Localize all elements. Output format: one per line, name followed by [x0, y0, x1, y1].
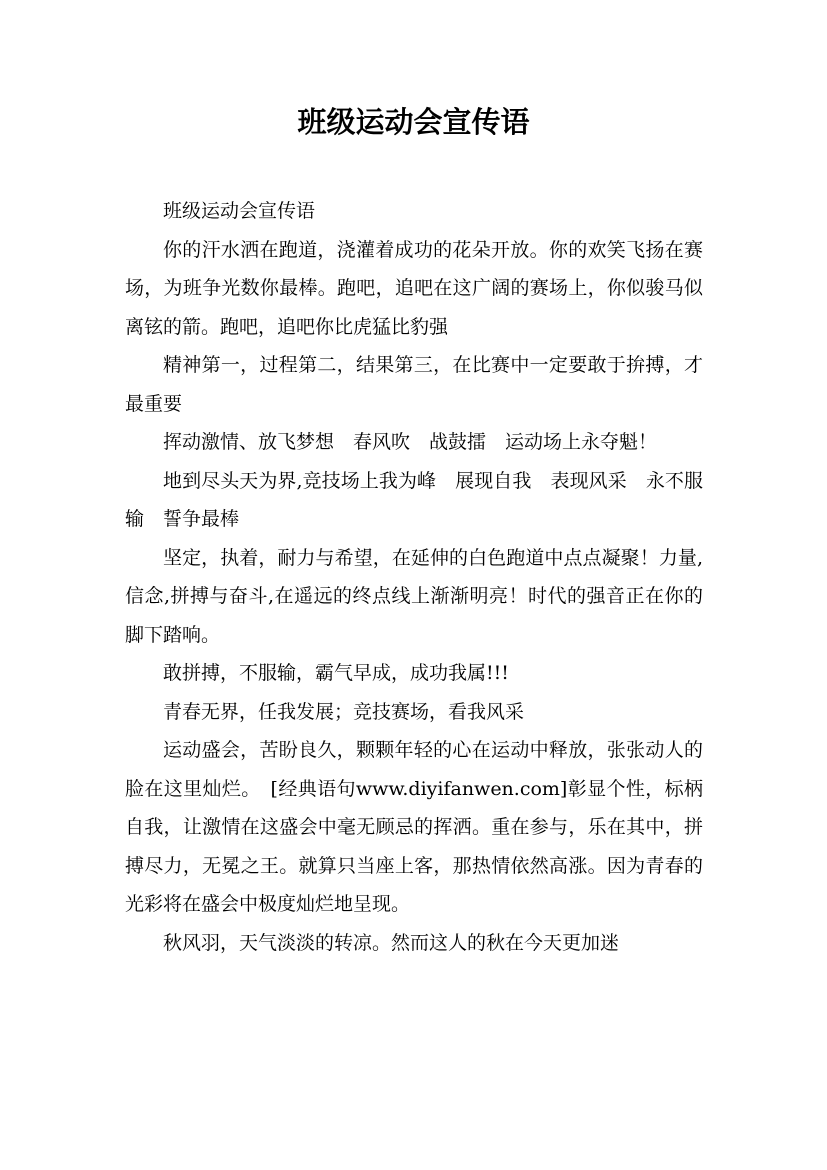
document-title: 班级运动会宣传语 — [297, 105, 530, 139]
paragraph: 运动盛会，苦盼良久，颗颗年轻的心在运动中释放，张张动人的脸在这里灿烂。 [经典语句www.diyifanwen.com]彰显个性，标柄自我，让激情在这盛会中毫无顾忌的挥洒。重在参与，乐在其中，拼搏尽力，无冕之王。就算只当座上客，那热情依然高涨。因为青春的光彩将在盛会中极度灿烂地呈现。 — [125, 739, 703, 915]
paragraph: 挥动激情、放飞梦想 春风吹 战鼓擂 运动场上永夺魁！ — [163, 431, 658, 453]
paragraph: 青春无界，任我发展；竞技赛场，看我风采 — [163, 700, 525, 723]
paragraph: 精神第一，过程第二，结果第三，在比赛中一定要敢于拚搏，才最重要 — [125, 354, 703, 415]
paragraph-subtitle: 班级运动会宣传语 — [163, 200, 316, 222]
paragraph: 敢拼搏，不服输，霸气早成，成功我属!!! — [163, 662, 509, 684]
paragraph: 地到尽头天为界,竞技场上我为峰 展现自我 表现风采 永不服输 誓争最棒 — [125, 469, 703, 530]
paragraph: 秋风羽，天气淡淡的转凉。然而这人的秋在今天更加迷 — [163, 931, 620, 954]
document-body — [125, 192, 703, 962]
paragraph: 你的汗水洒在跑道，浇灌着成功的花朵开放。你的欢笑飞扬在赛场，为班争光数你最棒。跑吧，追吧在这广阔的赛场上，你似骏马似离铉的箭。跑吧，追吧你比虎猛比豹强 — [125, 238, 703, 338]
paragraph: 坚定，执着，耐力与希望，在延伸的白色跑道中点点凝聚！力量,信念,拼搏与奋斗,在遥远的终点线上渐渐明亮！时代的强音正在你的脚下踏响。 — [125, 546, 703, 646]
